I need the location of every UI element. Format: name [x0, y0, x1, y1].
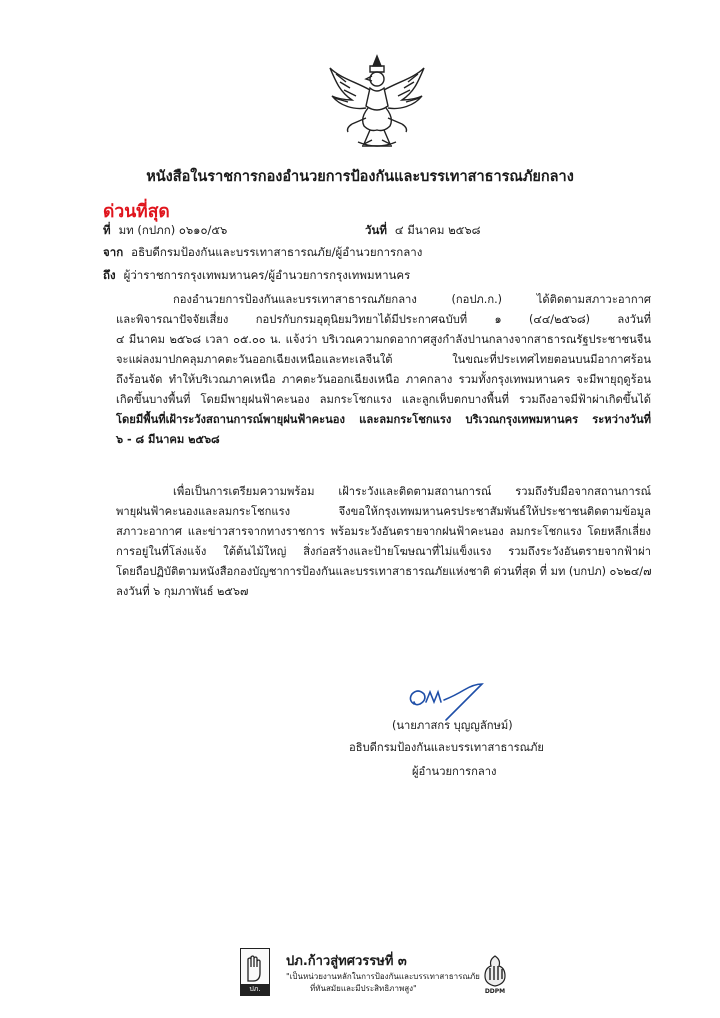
- date-value: ๔ มีนาคม ๒๕๖๘: [394, 223, 481, 237]
- to-label: ถึง: [103, 268, 116, 282]
- footer-slogan-title: ปภ.ก้าวสู่ทศวรรษที่ ๓: [286, 954, 407, 969]
- paragraph-line: ๔ มีนาคม ๒๕๖๘ เวลา ๐๕.๐๐ น. แจ้งว่า บริเวณความกดอากาศสูงกำลังปานกลางจากสาธารณรัฐประชาชนจีน: [116, 333, 651, 346]
- body-paragraph-1: [116, 290, 651, 450]
- paragraph-line: ถึงร้อนจัด ทำให้บริเวณภาคเหนือ ภาคตะวันออกเฉียงเหนือ ภาคกลาง รวมทั้งกรุงเทพมหานคร จะมีพายุฤดูร้อน: [116, 373, 651, 386]
- from-value: อธิบดีกรมป้องกันและบรรเทาสาธารณภัย/ผู้อำนวยการกลาง: [131, 245, 423, 259]
- paragraph-line: สภาวะอากาศ และข่าวสารจากทางราชการ พร้อมระวังอันตรายจากฝนฟ้าคะนอง ลมกระโชกแรง โดยหลีกเลี่ยง: [116, 525, 651, 538]
- footer-slogan-line-2: ที่ทันสมัยและมีประสิทธิภาพสูง": [310, 984, 417, 993]
- to-row: [103, 267, 410, 285]
- reference-row: [103, 222, 227, 240]
- paragraph-line: กองอำนวยการป้องกันและบรรเทาสาธารณภัยกลาง (กอปภ.ก.) ได้ติดตามสภาวะอากาศ: [173, 293, 651, 306]
- paragraph-line: การอยู่ในที่โล่งแจ้ง ใต้ต้นไม้ใหญ่ สิ่งก่อสร้างและป้ายโฆษณาที่ไม่แข็งแรง รวมถึงระวังอันตรายจากฟ้าผ่า: [116, 545, 651, 558]
- left-logo-caption: ปภ.: [241, 984, 269, 995]
- footer-banner: [240, 948, 520, 1000]
- signatory-role: ผู้อำนวยการกลาง: [412, 765, 497, 778]
- date-label: วันที่: [365, 223, 387, 237]
- paragraph-line: เพื่อเป็นการเตรียมความพร้อม เฝ้าระวังและติดตามสถานการณ์ รวมถึงรับมือจากสถานการณ์: [173, 485, 651, 498]
- paragraph-line: และพิจารณาปัจจัยเสี่ยง กอปรกับกรมอุตุนิยมวิทยาได้มีประกาศฉบับที่ ๑ (๔๔/๒๕๖๘) ลงวันที่: [116, 313, 651, 326]
- body-paragraph-2: [116, 482, 651, 602]
- from-label: จาก: [103, 245, 124, 259]
- signatory-name: (นายภาสกร บุญญลักษม์): [392, 719, 513, 732]
- paragraph-line: จะแผ่ลงมาปกคลุมภาคตะวันออกเฉียงเหนือและทะเลจีนใต้ ในขณะที่ประเทศไทยตอนบนมีอากาศร้อน: [116, 353, 651, 366]
- ddpm-hand-logo-icon: [240, 948, 270, 996]
- signatory-position: อธิบดีกรมป้องกันและบรรเทาสาธารณภัย: [349, 741, 544, 754]
- date-row: [365, 222, 481, 240]
- to-value: ผู้ว่าราชการกรุงเทพมหานคร/ผู้อำนวยการกรุงเทพมหานคร: [123, 268, 411, 282]
- reference-label: ที่: [103, 223, 111, 237]
- paragraph-line: โดยถือปฏิบัติตามหนังสือกองบัญชาการป้องกันและบรรเทาสาธารณภัยแห่งชาติ ด่วนที่สุด ที่ มท (บกปภ) ๐๖๒๔/๗: [116, 565, 652, 578]
- footer-slogan-line-1: "เป็นหน่วยงานหลักในการป้องกันและบรรเทาสาธารณภัย: [286, 972, 480, 981]
- from-row: [103, 244, 422, 262]
- urgency-stamp: ด่วนที่สุด: [103, 202, 170, 222]
- document-title: หนังสือในราชการกองอำนวยการป้องกันและบรรเทาสาธารณภัยกลาง: [146, 169, 574, 185]
- paragraph-line-bold: โดยมีพื้นที่เฝ้าระวังสถานการณ์พายุฝนฟ้าคะนอง และลมกระโชกแรง บริเวณกรุงเทพมหานคร ระหว่างวันที่: [116, 413, 651, 426]
- paragraph-line: พายุฝนฟ้าคะนองและลมกระโชกแรง จึงขอให้กรุงเทพมหานครประชาสัมพันธ์ให้ประชาชนติดตามข้อมูล: [116, 505, 651, 518]
- right-logo-caption: DDPM: [484, 988, 506, 995]
- garuda-emblem-icon: [326, 52, 428, 152]
- paragraph-line: ลงวันที่ ๖ กุมภาพันธ์ ๒๕๖๗: [116, 585, 249, 598]
- paragraph-line: เกิดขึ้นบางพื้นที่ โดยมีพายุฝนฟ้าคะนอง ลมกระโชกแรง และลูกเห็บตกบางพื้นที่ รวมถึงอาจมีฟ้าผ่าเกิดขึ้นได้: [116, 393, 651, 406]
- paragraph-line-bold: ๖ - ๘ มีนาคม ๒๕๖๘: [116, 433, 220, 446]
- reference-number: มท (กปภก) ๐๖๑๐/๕๖: [118, 223, 228, 237]
